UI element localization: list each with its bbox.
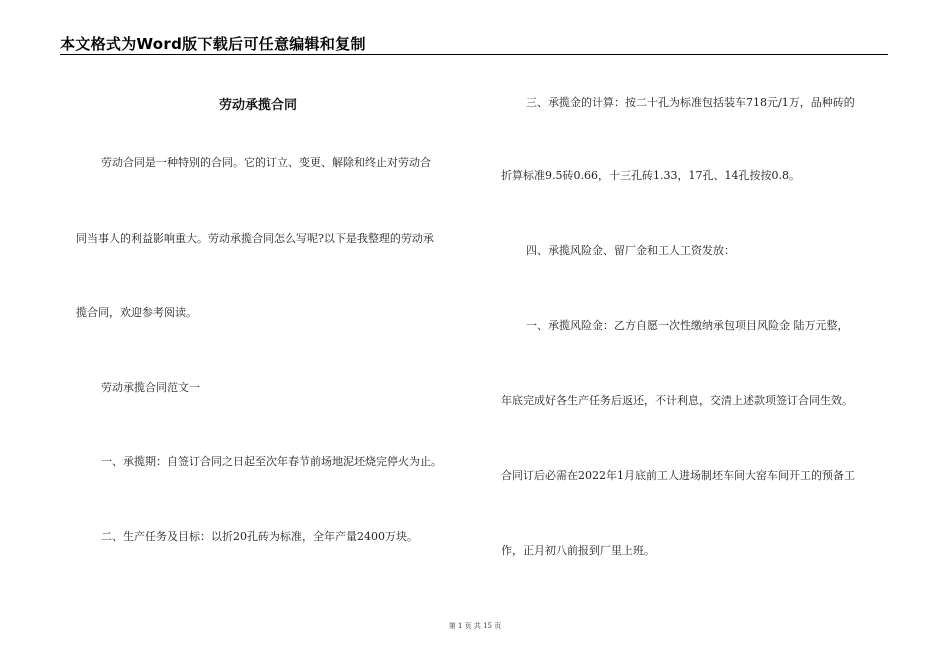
paragraph-line: 揽合同，欢迎参考阅读。	[76, 306, 197, 319]
paragraph-line: 一、承揽期：自签订合同之日起至次年春节前场地泥坯烧完停火为止。	[101, 455, 442, 468]
document-banner: 本文格式为Word版下载后可任意编辑和复制	[60, 35, 366, 53]
paragraph-line: 年底完成好各生产任务后返还，不计利息，交清上述款项签订合同生效。	[501, 394, 853, 407]
paragraph-line: 三、承揽金的计算：按二十孔为标准包括装车718元/1万，品种砖的	[526, 96, 855, 109]
banner-divider	[60, 54, 888, 55]
paragraph-line: 同当事人的利益影响重大。劳动承揽合同怎么写呢?以下是我整理的劳动承	[76, 232, 434, 245]
page-number: 第 1 页 共 15 页	[448, 622, 502, 630]
paragraph-line: 二、生产任务及目标：以折20孔砖为标准，全年产量2400万块。	[101, 530, 418, 543]
paragraph-line: 合同订后必需在2022年1月底前工人进场制坯车间大窑车间开工的预备工	[501, 469, 855, 482]
paragraph-line: 劳动合同是一种特别的合同。它的订立、变更、解除和终止对劳动合	[101, 156, 431, 169]
document-title: 劳动承揽合同	[219, 98, 298, 113]
paragraph-line: 一、承揽风险金：乙方自愿一次性缴纳承包项目风险金 陆万元整，	[526, 319, 849, 332]
paragraph-line: 四、承揽风险金、留厂金和工人工资发放：	[526, 244, 735, 257]
section-heading: 劳动承揽合同范文一	[101, 381, 200, 394]
paragraph-line: 折算标准9.5砖0.66，十三孔砖1.33，17孔、14孔按按0.8。	[501, 169, 800, 182]
paragraph-line: 作，正月初八前报到厂里上班。	[501, 544, 655, 557]
